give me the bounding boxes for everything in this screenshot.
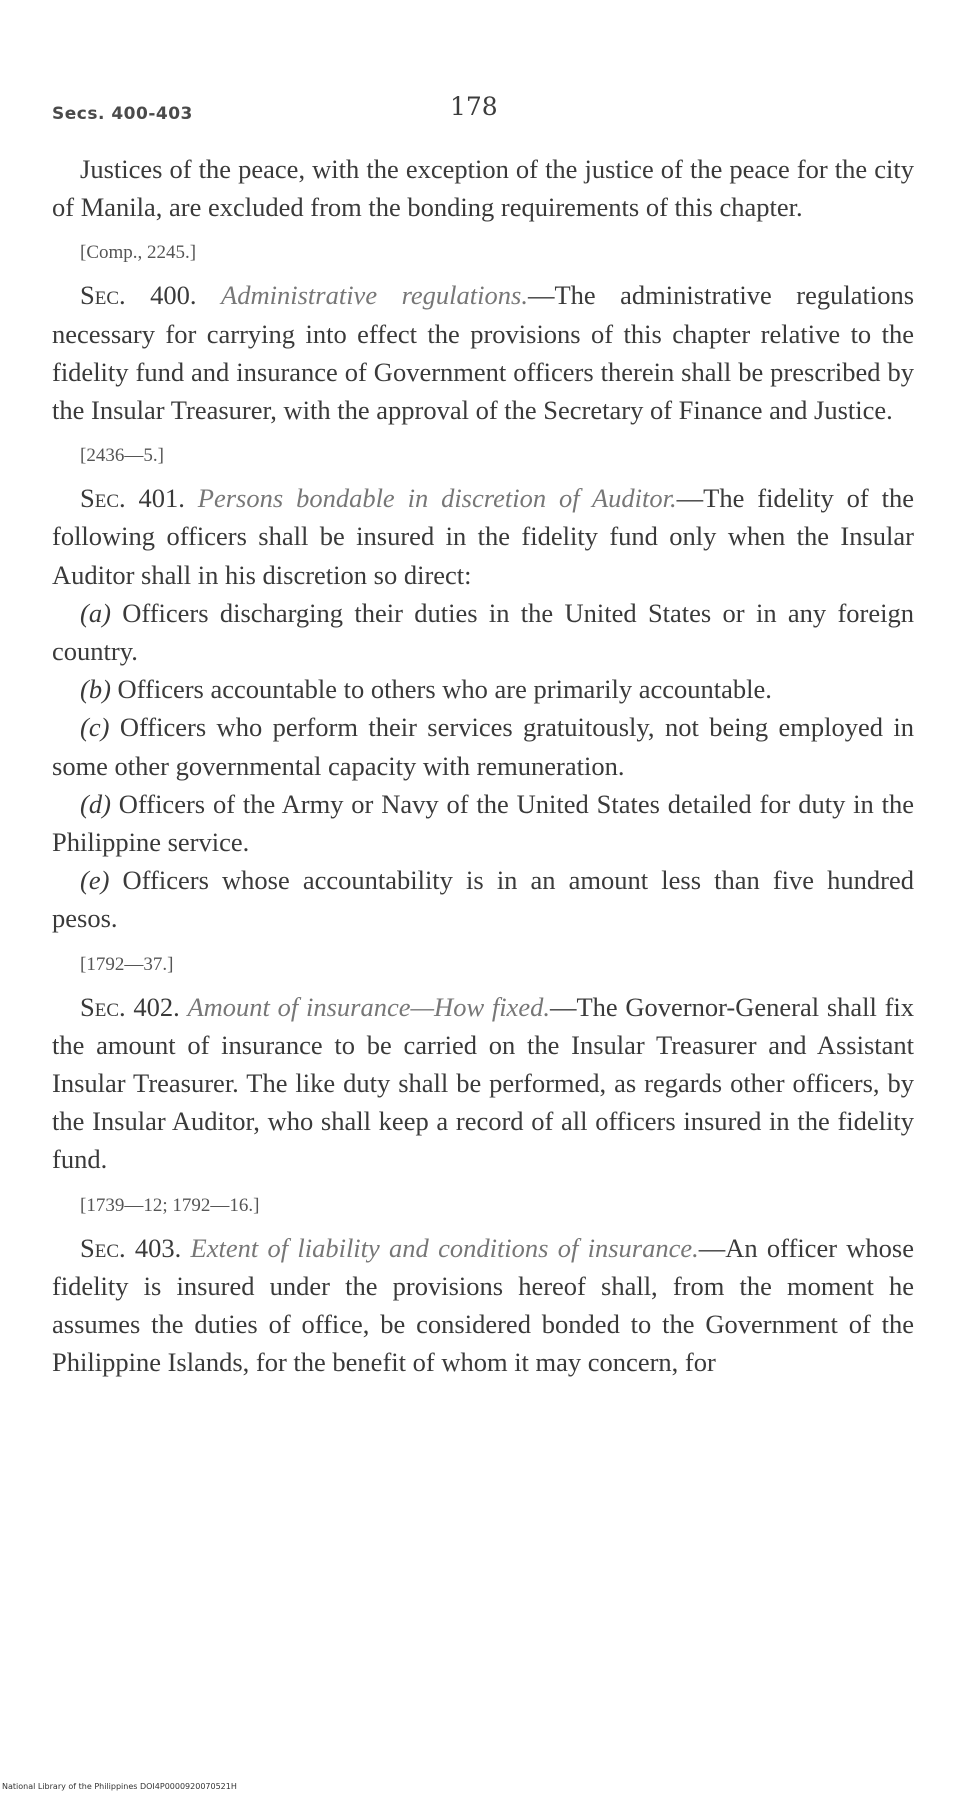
citation-sec-402: [1792—37.]: [80, 953, 174, 975]
sec-401-text: —The fidelity of the following officers shall be insured in the fidelity fund only when the Insular Auditor shall in his discretion so direct:: [52, 483, 914, 590]
sec-401-paragraph: [52, 479, 914, 594]
sec-400-paragraph: [52, 276, 914, 429]
item-letter-a: (a): [80, 597, 111, 628]
list-item: [52, 861, 914, 937]
sec-402-label: Sec. 402.: [80, 991, 180, 1022]
citation-sec-401: [2436—5.]: [80, 445, 164, 467]
footer-watermark: National Library of the Philippines DOI4P0000920070521H: [2, 1782, 237, 1791]
sec-400-label: Sec. 400.: [80, 280, 197, 311]
item-letter-e: (e): [80, 865, 110, 896]
citation-sec-400: [Comp., 2245.]: [80, 242, 197, 264]
intro-paragraph: Justices of the peace, with the exception of the justice of the peace for the city of Manila, are excluded from the bonding requirements of this chapter.: [52, 154, 914, 223]
item-text-a: Officers discharging their duties in the United States or in any foreign country.: [52, 597, 914, 667]
item-text-b: Officers accountable to others who are primarily accountable.: [117, 674, 772, 705]
item-text-c: Officers who perform their services gratuitously, not being employed in some other governmental capacity with remuneration.: [52, 712, 914, 781]
sec-403-title: Extent of liability and conditions of insurance.: [190, 1232, 699, 1263]
list-item: [52, 708, 914, 784]
sec-403-label: Sec. 403.: [80, 1232, 182, 1263]
section-range: Secs. 400-403: [52, 104, 193, 124]
item-text-d: Officers of the Army or Navy of the United States detailed for duty in the Philippine service.: [52, 788, 915, 858]
list-item: [52, 785, 914, 861]
sec-402-title: Amount of insurance—How fixed.: [187, 991, 550, 1022]
sec-403-paragraph: [52, 1229, 914, 1382]
sec-402-text: —The Governor-General shall fix the amount of insurance to be carried on the Insular Treasurer and Assistant Insular Treasurer. The like duty shall be performed, as regards other officers, by the Insular Auditor, who shall keep a record of all officers insured in the fidelity fund.: [52, 991, 915, 1175]
sec-400-title: Administrative regulations.: [221, 280, 528, 311]
page-header: [52, 92, 912, 132]
page-number: 178: [450, 92, 498, 121]
sec-401-label: Sec. 401.: [80, 483, 185, 514]
citation-sec-403: [1739—12; 1792—16.]: [80, 1194, 260, 1216]
page-body: [52, 150, 914, 1381]
list-item: [52, 594, 914, 670]
sec-403-text: —An officer whose fidelity is insured under the provisions hereof shall, from the moment he assumes the duties of office, be considered bonded to the Government of the Philippine Islands, for the benefit of whom it may concern, for: [52, 1232, 914, 1378]
item-letter-c: (c): [80, 712, 110, 743]
sec-402-paragraph: [52, 988, 914, 1179]
item-text-e: Officers whose accountability is in an amount less than five hundred pesos.: [52, 865, 915, 934]
item-letter-d: (d): [80, 788, 111, 819]
item-letter-b: (b): [80, 674, 111, 705]
sec-400-text: —The administrative regulations necessary for carrying into effect the provisions of this chapter relative to the fidelity fund and insurance of Government officers therein shall be prescribed by the Insular Treasurer, with the approval of the Secretary of Finance and Justice.: [52, 280, 915, 426]
list-item: [52, 670, 914, 708]
sec-401-title: Persons bondable in discretion of Auditor.: [197, 483, 677, 514]
